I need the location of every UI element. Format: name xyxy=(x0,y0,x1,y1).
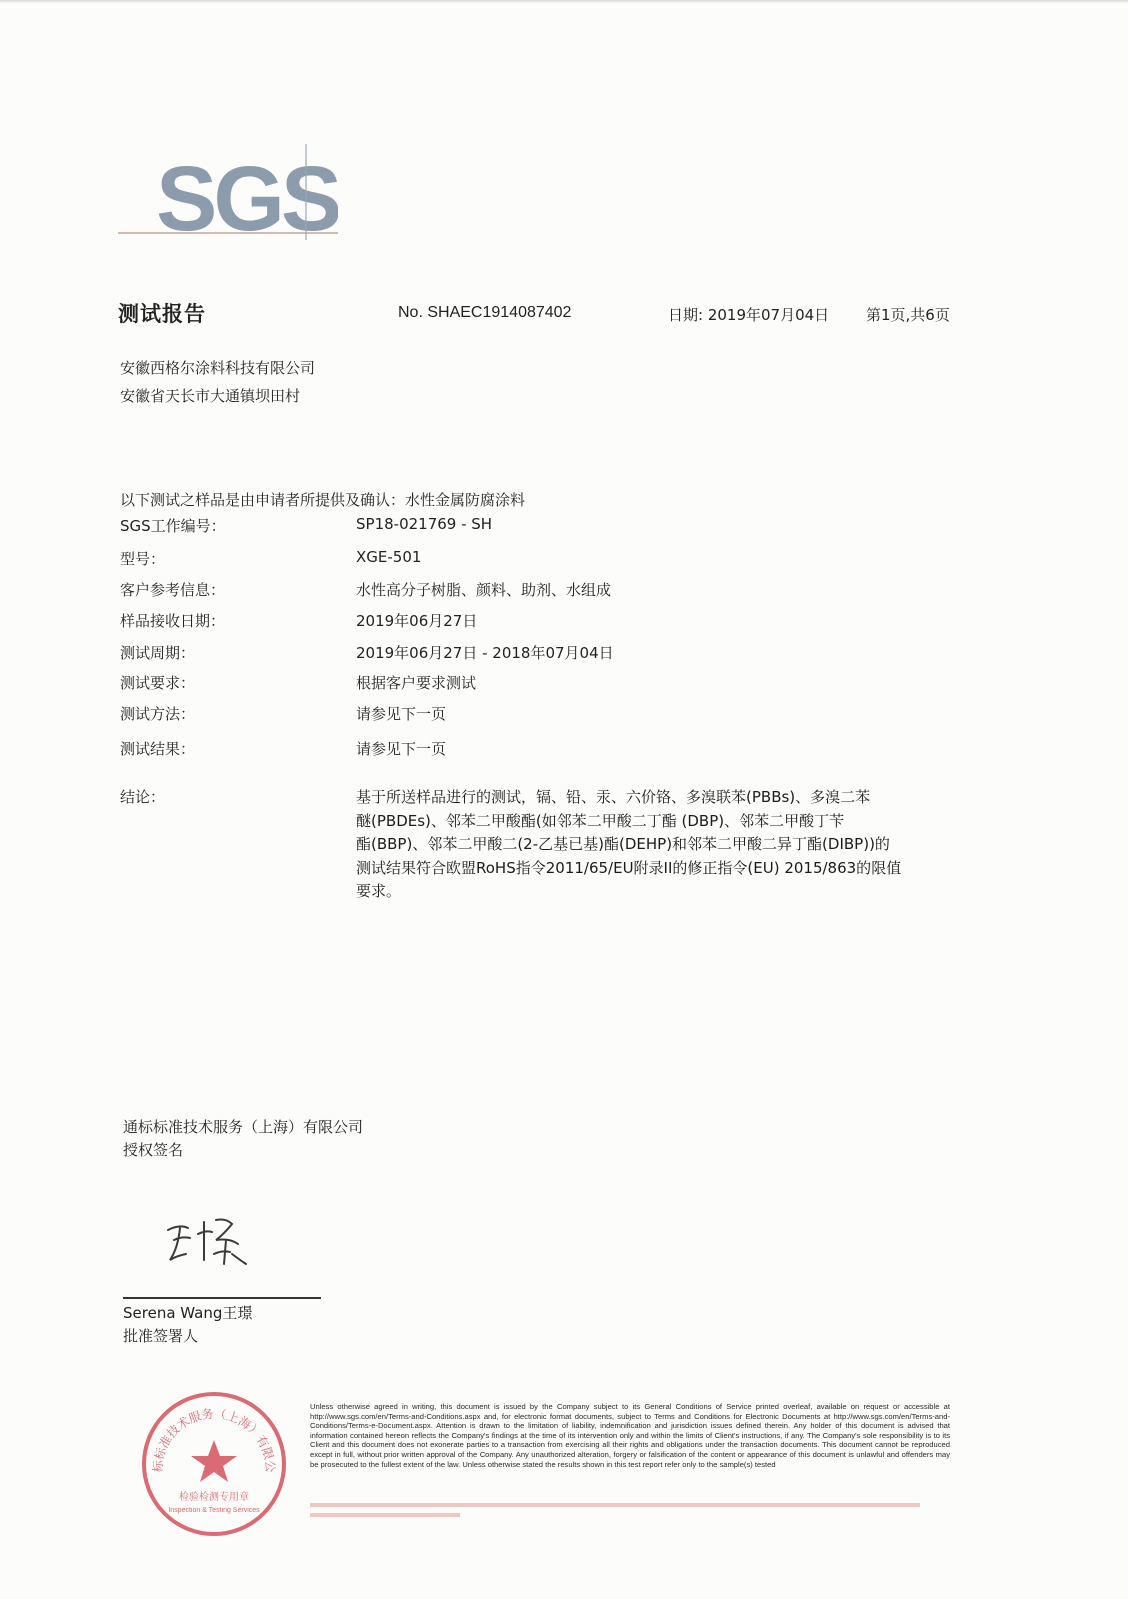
field-value-test-period: 2019年06月27日 - 2018年07月04日 xyxy=(356,644,614,662)
conclusion-line: 醚(PBDEs)、邻苯二甲酸酯(如邻苯二甲酸二丁酯 (DBP)、邻苯二甲酸丁苄 xyxy=(356,811,845,830)
field-value-test-request: 根据客户要求测试 xyxy=(356,674,477,692)
field-label-test-method: 测试方法： xyxy=(120,705,196,723)
signer-name: Serena Wang王璟 xyxy=(123,1304,253,1322)
field-label-test-result: 测试结果： xyxy=(120,740,196,758)
sgs-logo xyxy=(118,140,338,244)
seal-cn-text: 检验检测专用章 xyxy=(179,1492,249,1503)
field-label-model: 型号： xyxy=(120,550,166,568)
issuing-company-block xyxy=(123,1116,363,1162)
page-info: 第1页,共6页 xyxy=(866,306,950,324)
field-label-job-no: SGS工作编号： xyxy=(120,517,226,535)
signer-role: 批准签署人 xyxy=(123,1327,199,1345)
handwritten-signature xyxy=(160,1210,260,1270)
legal-disclaimer: Unless otherwise agreed in writing, this document is issued by the Company subject to its General Conditions of Service printed overleaf, available on request or accessible at http://www.sgs.com/en/Terms-and-Conditions.aspx and, for electronic format documents, subject to Terms and Conditions for Electronic Documents at http://www.sgs.com/en/Terms-and-Conditions/Terms-e-Document.aspx. Attention is drawn to the limitation of liability, indemnification and jurisdiction issues defined therein. Any holder of this document is advised that information contained hereon reflects the Company's findings at the time of its intervention only and within the limits of Client's instructions, if any. The Company's sole responsibility is to its Client and this document does not exonerate parties to a transaction from exercising all their rights and obligations under the transaction documents. This document cannot be reproduced except in full, without prior written approval of the Company. Any unauthorized alteration, forgery or falsification of the content or appearance of this document is unlawful and offenders may be prosecuted to the fullest extent of the law. Unless otherwise stated the results shown in this test report refer only to the sample(s) tested xyxy=(310,1402,950,1469)
seal-en-text: Inspection & Testing Services xyxy=(168,1507,260,1514)
svg-text:SGS: SGS xyxy=(156,148,338,244)
signature-line xyxy=(123,1297,321,1299)
sgs-logo-graphic xyxy=(118,140,338,244)
field-value-test-method: 请参见下一页 xyxy=(356,705,447,723)
conclusion-line: 要求。 xyxy=(356,882,402,900)
disclaimer-faint-footer xyxy=(310,1501,950,1524)
field-value-client-ref: 水性高分子树脂、颜料、助剂、水组成 xyxy=(356,581,612,599)
field-value-model: XGE-501 xyxy=(356,548,422,566)
applicant-block xyxy=(120,354,315,410)
conclusion-label: 结论： xyxy=(120,788,166,806)
field-label-test-request: 测试要求： xyxy=(120,674,196,692)
seal-top-text: 标标准技术服务（上海）有限公 xyxy=(150,1406,278,1473)
authorized-signature-label: 授权签名 xyxy=(123,1141,184,1159)
conclusion-text xyxy=(356,786,976,904)
sample-intro: 以下测试之样品是由申请者所提供及确认：水性金属防腐涂料 xyxy=(120,491,526,509)
field-value-job-no: SP18-021769 - SH xyxy=(356,515,493,533)
signer-block xyxy=(123,1302,252,1348)
field-label-received-date: 样品接收日期： xyxy=(120,612,226,630)
report-title: 测试报告 xyxy=(118,302,206,326)
company-seal xyxy=(138,1388,290,1540)
report-date: 日期: 2019年07月04日 xyxy=(668,306,830,324)
conclusion-line: 基于所送样品进行的测试，镉、铅、汞、六价铬、多溴联苯(PBBs)、多溴二苯 xyxy=(356,788,871,806)
field-label-client-ref: 客户参考信息： xyxy=(120,581,226,599)
conclusion-line: 酯(BBP)、邻苯二甲酸二(2-乙基已基)酯(DEHP)和邻苯二甲酸二异丁酯(DIBP))的 xyxy=(356,835,890,853)
applicant-address: 安徽省天长市大通镇坝田村 xyxy=(120,387,301,405)
field-value-received-date: 2019年06月27日 xyxy=(356,612,478,630)
field-value-test-result: 请参见下一页 xyxy=(356,740,447,758)
report-number: No. SHAEC1914087402 xyxy=(398,304,572,321)
field-label-test-period: 测试周期： xyxy=(120,644,196,662)
conclusion-line: 测试结果符合欧盟RoHS指令2011/65/EU附录II的修正指令(EU) 2015/863的限值 xyxy=(356,858,902,877)
scan-top-edge xyxy=(0,0,1128,3)
applicant-name: 安徽西格尔涂料科技有限公司 xyxy=(120,359,316,377)
issuing-company-name: 通标标准技术服务（上海）有限公司 xyxy=(123,1118,364,1136)
